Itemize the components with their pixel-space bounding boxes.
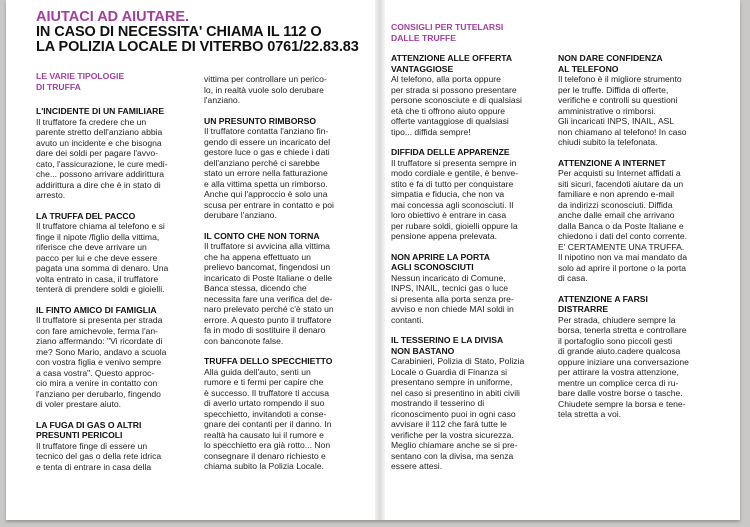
section-title: NON APRIRE LA PORTA AGLI SCONOSCIUTI <box>391 251 490 272</box>
section-body: Il truffatore finge di essere un tecnico del gas o della rete idrica e tenta di entrare in casa della <box>36 440 162 472</box>
section-title: ATTENZIONE ALLE OFFERTA VANTAGGIOSE <box>391 53 513 74</box>
column-1 <box>36 106 204 482</box>
section-title: ATTENZIONE A INTERNET <box>558 157 666 168</box>
section-title: L'INCIDENTE DI UN FAMILIARE <box>36 106 165 116</box>
header-emergency-line: IN CASO DI NECESSITA' CHIAMA IL 112 O <box>36 24 322 40</box>
section-title: ATTENZIONE A FARSI DISTRARRE <box>558 293 648 314</box>
section-body: Al telefono, alla porta oppure per strada si possono presentare persone sconosciute e di qualsiasi età che ti offrono aiuto oppure offerte vantaggiose di qualsiasi tipo... diffida sempre! <box>391 74 522 137</box>
section-body: Il truffatore si presenta per strada con fare amichevole, ferma l'an- ziano affermando: "Vi ricordate di me? Sono Mario, andavo a scuola con vostra figlia e venivo sempre a casa vostra". Questo approc- cio mira a venire in contatto con l'anziano per derubarlo, fingendo di voler prestare aiuto. <box>36 315 167 409</box>
header-police-line: LA POLIZIA LOCALE DI VITERBO 0761/22.83.83 <box>36 39 359 55</box>
left-section-subtitle: LE VARIE TIPOLOGIE DI TRUFFA <box>36 71 125 92</box>
section-title: IL CONTO CHE NON TORNA <box>204 230 320 241</box>
brochure-page <box>6 0 740 520</box>
section-body: Il truffatore fa credere che un parente stretto dell'anziano abbia avuto un incidente e che bisogna dare dei soldi per pagare l'avvo- cato, l'assicurazione, le cure medi- che... possono arrivare addirittura addirittura a dire che è in stato di arresto. <box>36 116 168 200</box>
section-body: Carabinieri, Polizia di Stato, Polizia Locale o Guardia di Finanza si presentano sempre in uniforme, nel caso si presentino in abiti civili mostrando il tesserino di riconoscimento puoi in ogni caso avvisare il 112 che farà tutte le verifiche per la vostra sicurezza. Meglio chiamare anche se si pre- sentano con la divisa, ma senza essere attesi. <box>391 356 525 471</box>
section-body: Alla guida dell'auto, senti un rumore e ti fermi per capire che è successo. Il truffatore ti accusa di averlo urtato rompendo il suo specchietto, invitandoti a conse- gnare dei contanti per il danno. In realtà ha causato lui il rumore e lo specchietto era già rotto... Non consegnare il denaro richiesto e chiama subito la Polizia Locale. <box>204 366 332 471</box>
section-body: Nessun incaricato di Comune, INPS, INAIL, tecnici gas o luce si presenta alla porta senza pre- avviso e non chiede MAI soldi in contanti. <box>391 272 514 325</box>
header-title: AIUTACI AD AIUTARE. <box>36 9 190 25</box>
section-title: TRUFFA DELLO SPECCHIETTO <box>204 356 333 366</box>
column-2 <box>204 74 369 482</box>
section-title: IL FINTO AMICO DI FAMIGLIA <box>36 304 157 315</box>
section-body: Il truffatore chiama al telefono e si finge il nipote /figlio della vittima, riferisce che deve arrivare un pacco per lui e che deve essere pagata una somma di denaro. Una volta entrato in casa, il truffatore tenterà di prendere soldi e gioielli. <box>36 221 169 294</box>
section-body: Per strada, chiudere sempre la borsa, tenerla stretta e controllare il portafoglio sono piccoli gesti di grande aiuto.cadere qualcosa oppure iniziare una conversazione per attirare la vostra attenzione, mentre un complice cerca di ru- bare dalle vostre borse o tasche. Chiudete sempre la borsa e tene- tela stretta a voi. <box>558 314 689 419</box>
section-body: Il telefono è il migliore strumento per le truffe. Diffida di offerte, verifiche e controlli su questioni amministrative o rimborsi. Gli incaricati INPS, INAIL, ASL non chiamano al telefono! In caso chiudi subito la telefonata. <box>558 74 687 147</box>
right-section-subtitle: CONSIGLI PER TUTELARSI DALLE TRUFFE <box>391 22 504 43</box>
page-fold <box>375 0 385 520</box>
section-body: Il truffatore si presenta sempre in modo cordiale e gentile, è benve- stito e fa di tutto per conquistare simpatia e fiducia, che non va mai concessa agli sconosciuti. Il loro obiettivo è entrare in casa per rubare soldi, gioielli oppure la pensione appena prelevata. <box>391 157 519 241</box>
section-title: LA TRUFFA DEL PACCO <box>36 210 136 221</box>
section-title: IL TESSERINO E LA DIVISA NON BASTANO <box>391 335 504 356</box>
column-4 <box>558 53 734 430</box>
section-body: Per acquisti su Internet affidati a siti sicuri, facendoti aiutare da un familiare e non aprendo e-mail da indirizzi sconosciuti. Diffida anche dalle email che arrivano dalla Banca o da Poste Italiane e chiedono i dati del conto corrente. E' CERTAMENTE UNA TRUFFA. Il nipotino non va mai mandato da solo ad aprire il portone o la porta di casa. <box>558 168 687 283</box>
section-title: LA FUGA DI GAS O ALTRI PRESUNTI PERICOLI <box>36 419 142 440</box>
section-title: DIFFIDA DELLE APPARENZE <box>391 147 510 157</box>
section-title: UN PRESUNTO RIMBORSO <box>204 115 317 126</box>
page-header <box>36 10 366 55</box>
column-3 <box>391 53 559 482</box>
section-title: NON DARE CONFIDENZA AL TELEFONO <box>558 53 663 74</box>
section-body: Il truffatore contatta l'anziano fin- gendo di essere un incaricato del gestore luce o gas e chiede i dati dell'anziano perché ci sarebbe stato un errore nella fatturazione e alla vittima spetta un rimborso. Anche qui l'approccio è solo una scusa per entrare in contatto e poi derubare l'anziano. <box>204 126 334 220</box>
section-body: vittima per controllare un perico- lo, in realtà vuole solo derubare l'anziano. <box>204 74 327 105</box>
section-body: Il truffatore si avvicina alla vittima che ha appena effettuato un prelievo bancomat, fingendosi un incaricato di Poste Italiane o delle Banca stessa, dicendo che necessita fare una verifica del de- naro prelevato perché c'è stato un errore. A questo punto il truffatore fa in modo di sostituire il denaro con banconote false. <box>204 241 334 346</box>
